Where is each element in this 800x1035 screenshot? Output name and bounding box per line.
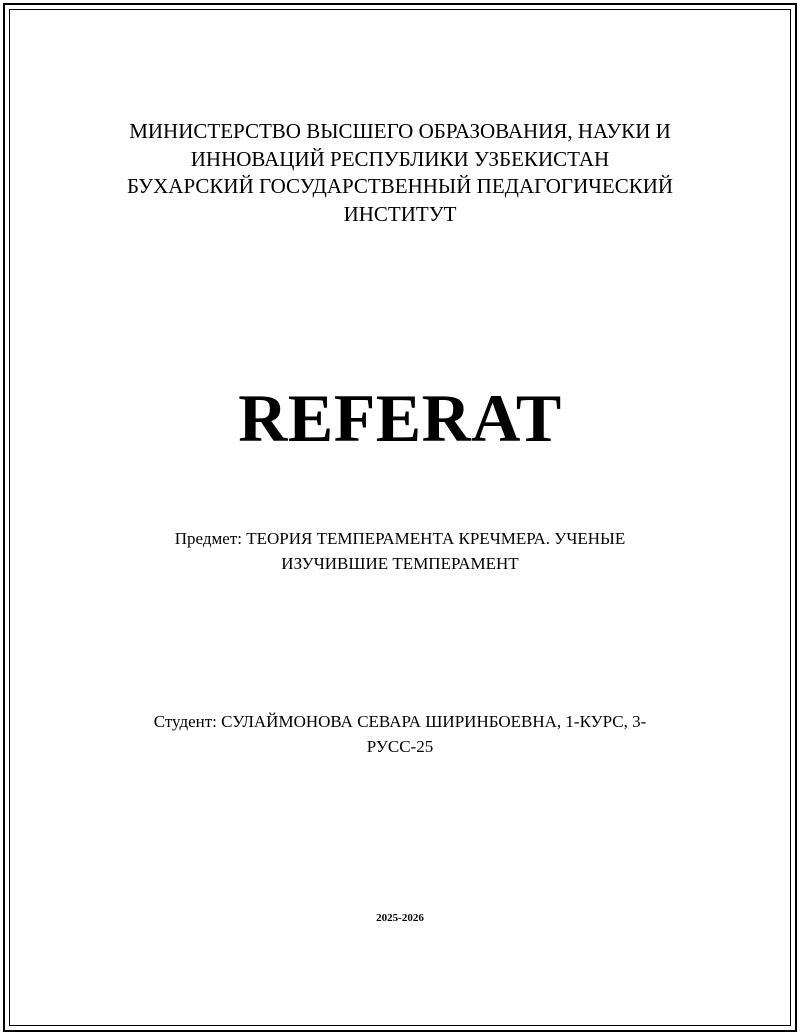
- student-line: РУСС-25: [366, 737, 434, 756]
- document-title: REFERAT: [238, 380, 562, 456]
- institution-line: ИННОВАЦИЙ РЕСПУБЛИКИ УЗБЕКИСТАН: [190, 146, 610, 171]
- subject-block: [0, 526, 800, 576]
- student-block: [0, 709, 800, 759]
- student-line: Студент: СУЛАЙМОНОВА СЕВАРА ШИРИНБОЕВНА, 1-КУРС, 3-: [153, 712, 647, 731]
- institution-line: МИНИСТЕРСТВО ВЫСШЕГО ОБРАЗОВАНИЯ, НАУКИ И: [129, 119, 671, 143]
- academic-year: 2025-2026: [376, 912, 424, 924]
- institution-line: БУХАРСКИЙ ГОСУДАРСТВЕННЫЙ ПЕДАГОГИЧЕСКИЙ: [126, 174, 674, 198]
- institution-line: ИНСТИТУТ: [343, 201, 457, 226]
- subject-line: Предмет: ТЕОРИЯ ТЕМПЕРАМЕНТА КРЕЧМЕРА. УЧЕНЫЕ: [174, 529, 626, 548]
- subject-line: ИЗУЧИВШИЕ ТЕМПЕРАМЕНТ: [281, 554, 519, 573]
- institution-header: [0, 118, 800, 228]
